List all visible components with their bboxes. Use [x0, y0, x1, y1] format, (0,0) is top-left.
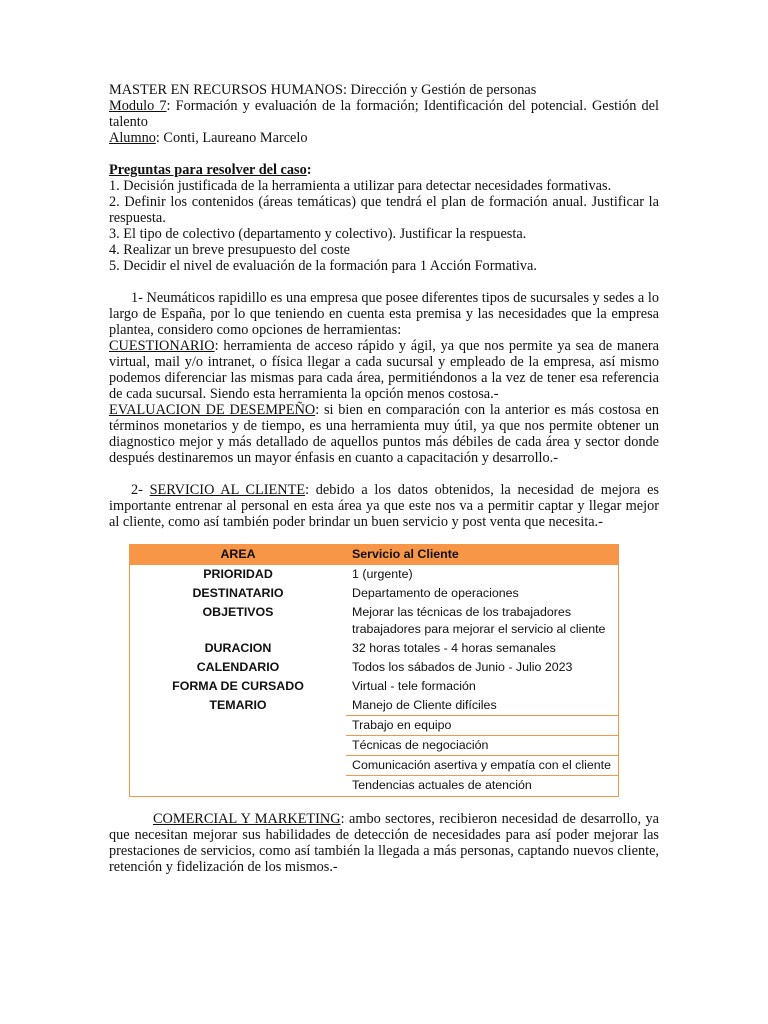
question-item: 2. Definir los contenidos (áreas temáticas) que tendrá el plan de formación anual. Justificar la respuesta.: [109, 194, 659, 226]
section1-intro: 1- Neumáticos rapidillo es una empresa que posee diferentes tipos de sucursales y sedes a lo largo de España, por lo que teniendo en cuenta esta premisa y las necesidades que la empresa plantea, considero como opciones de herramientas:: [109, 290, 659, 338]
section1-evaluacion: EVALUACION DE DESEMPEÑO: si bien en comparación con la anterior es más costosa en términos monetarios y de tiempo, es una herramienta muy útil, ya que nos permite obtener un diagnostico mejor y más detallado de aquellos puntos más débiles de cada área y sector donde después destinaremos un mayor énfasis en cuanto a capacitación y desarrollo.-: [109, 402, 659, 466]
servicio-label: SERVICIO AL CLIENTE: [149, 482, 306, 498]
table-row: [130, 677, 619, 696]
table-value: Servicio al Cliente: [346, 544, 619, 565]
table-value: Mejorar las técnicas de los trabajadores trabajadores para mejorar el servicio al cliente: [352, 605, 606, 636]
temario-item: Tendencias actuales de atención: [346, 776, 619, 797]
table-row-temario: [130, 716, 619, 736]
header-alumno: Alumno: Conti, Laureano Marcelo: [109, 130, 308, 146]
table-row-temario: [130, 736, 619, 756]
question-item: 5. Decidir el nivel de evaluación de la formación para 1 Acción Formativa.: [109, 258, 537, 274]
table-row: [130, 565, 619, 584]
table-value: 32 horas totales - 4 horas semanales: [352, 641, 556, 655]
alumno-label: Alumno: [109, 130, 156, 146]
table-row: [130, 603, 619, 639]
table-key: FORMA DE CURSADO: [172, 679, 304, 693]
document-page: [109, 82, 659, 875]
table-key: DESTINATARIO: [192, 586, 284, 600]
header-master: MASTER EN RECURSOS HUMANOS: Dirección y Gestión de personas: [109, 82, 537, 98]
table-row: [130, 584, 619, 603]
cuestionario-label: CUESTIONARIO: [109, 338, 215, 354]
table-row: [130, 639, 619, 658]
table-key: OBJETIVOS: [202, 605, 274, 619]
section3-paragraph: COMERCIAL Y MARKETING: ambo sectores, recibieron necesidad de desarrollo, ya que necesitan mejorar sus habilidades de detección de necesidades para así poder mejorar las prestaciones de servicios, como así también la llegada a más personas, captando nuevos cliente, retención y fidelización de los mismos.-: [109, 811, 659, 875]
table-key: DURACION: [204, 641, 272, 655]
table-value: 1 (urgente): [352, 567, 413, 581]
question-item: 4. Realizar un breve presupuesto del coste: [109, 242, 350, 258]
table-value: Todos los sábados de Junio - Julio 2023: [352, 660, 573, 674]
table-row: [130, 658, 619, 677]
header-modulo: Modulo 7: Formación y evaluación de la formación; Identificación del potencial. Gestión del talento: [109, 98, 659, 130]
table-key: CALENDARIO: [196, 660, 280, 674]
comercial-label: COMERCIAL Y MARKETING: [153, 811, 341, 827]
table-row-temario: [130, 696, 619, 716]
table-value: Departamento de operaciones: [352, 586, 519, 600]
temario-item: Manejo de Cliente difíciles: [346, 696, 619, 716]
table-value: Virtual - tele formación: [352, 679, 476, 693]
questions-title: Preguntas para resolver del caso:: [109, 162, 312, 178]
table-key: TEMARIO: [209, 698, 267, 712]
question-item: 3. El tipo de colectivo (departamento y colectivo). Justificar la respuesta.: [109, 226, 527, 242]
temario-item: Comunicación asertiva y empatía con el cliente: [346, 756, 619, 776]
table-row-temario: [130, 776, 619, 797]
modulo-label: Modulo 7: [109, 98, 167, 114]
table-key: AREA: [130, 544, 347, 565]
question-item: 1. Decisión justificada de la herramienta a utilizar para detectar necesidades formativas.: [109, 178, 612, 194]
master-label: MASTER EN RECURSOS HUMANOS: [109, 82, 343, 98]
table-header-row: [130, 544, 619, 565]
table-row-temario: [130, 756, 619, 776]
temario-item: Trabajo en equipo: [346, 716, 619, 736]
evaluacion-label: EVALUACION DE DESEMPEÑO: [109, 402, 316, 418]
questions-list: [109, 178, 659, 274]
section1-cuestionario: CUESTIONARIO: herramienta de acceso rápido y ágil, ya que nos permite ya sea de manera virtual, mail y/o intranet, o física llegar a cada sucursal y empleado de la empresa, así mismo podemos diferenciar las mismas para cada área, permitiéndonos a la vez de tener esa referencia de cada sucursal. Siendo esta herramienta la opción menos costosa.-: [109, 338, 659, 402]
temario-item: Técnicas de negociación: [346, 736, 619, 756]
section2-paragraph: 2- SERVICIO AL CLIENTE: debido a los datos obtenidos, la necesidad de mejora es importante entrenar al personal en esta área ya que este nos va a permitir captar y llegar mejor al cliente, como así también poder brindar un buen servicio y post venta que necesita.-: [109, 482, 659, 530]
table-key: PRIORIDAD: [203, 567, 273, 581]
training-plan-table: [129, 544, 619, 797]
